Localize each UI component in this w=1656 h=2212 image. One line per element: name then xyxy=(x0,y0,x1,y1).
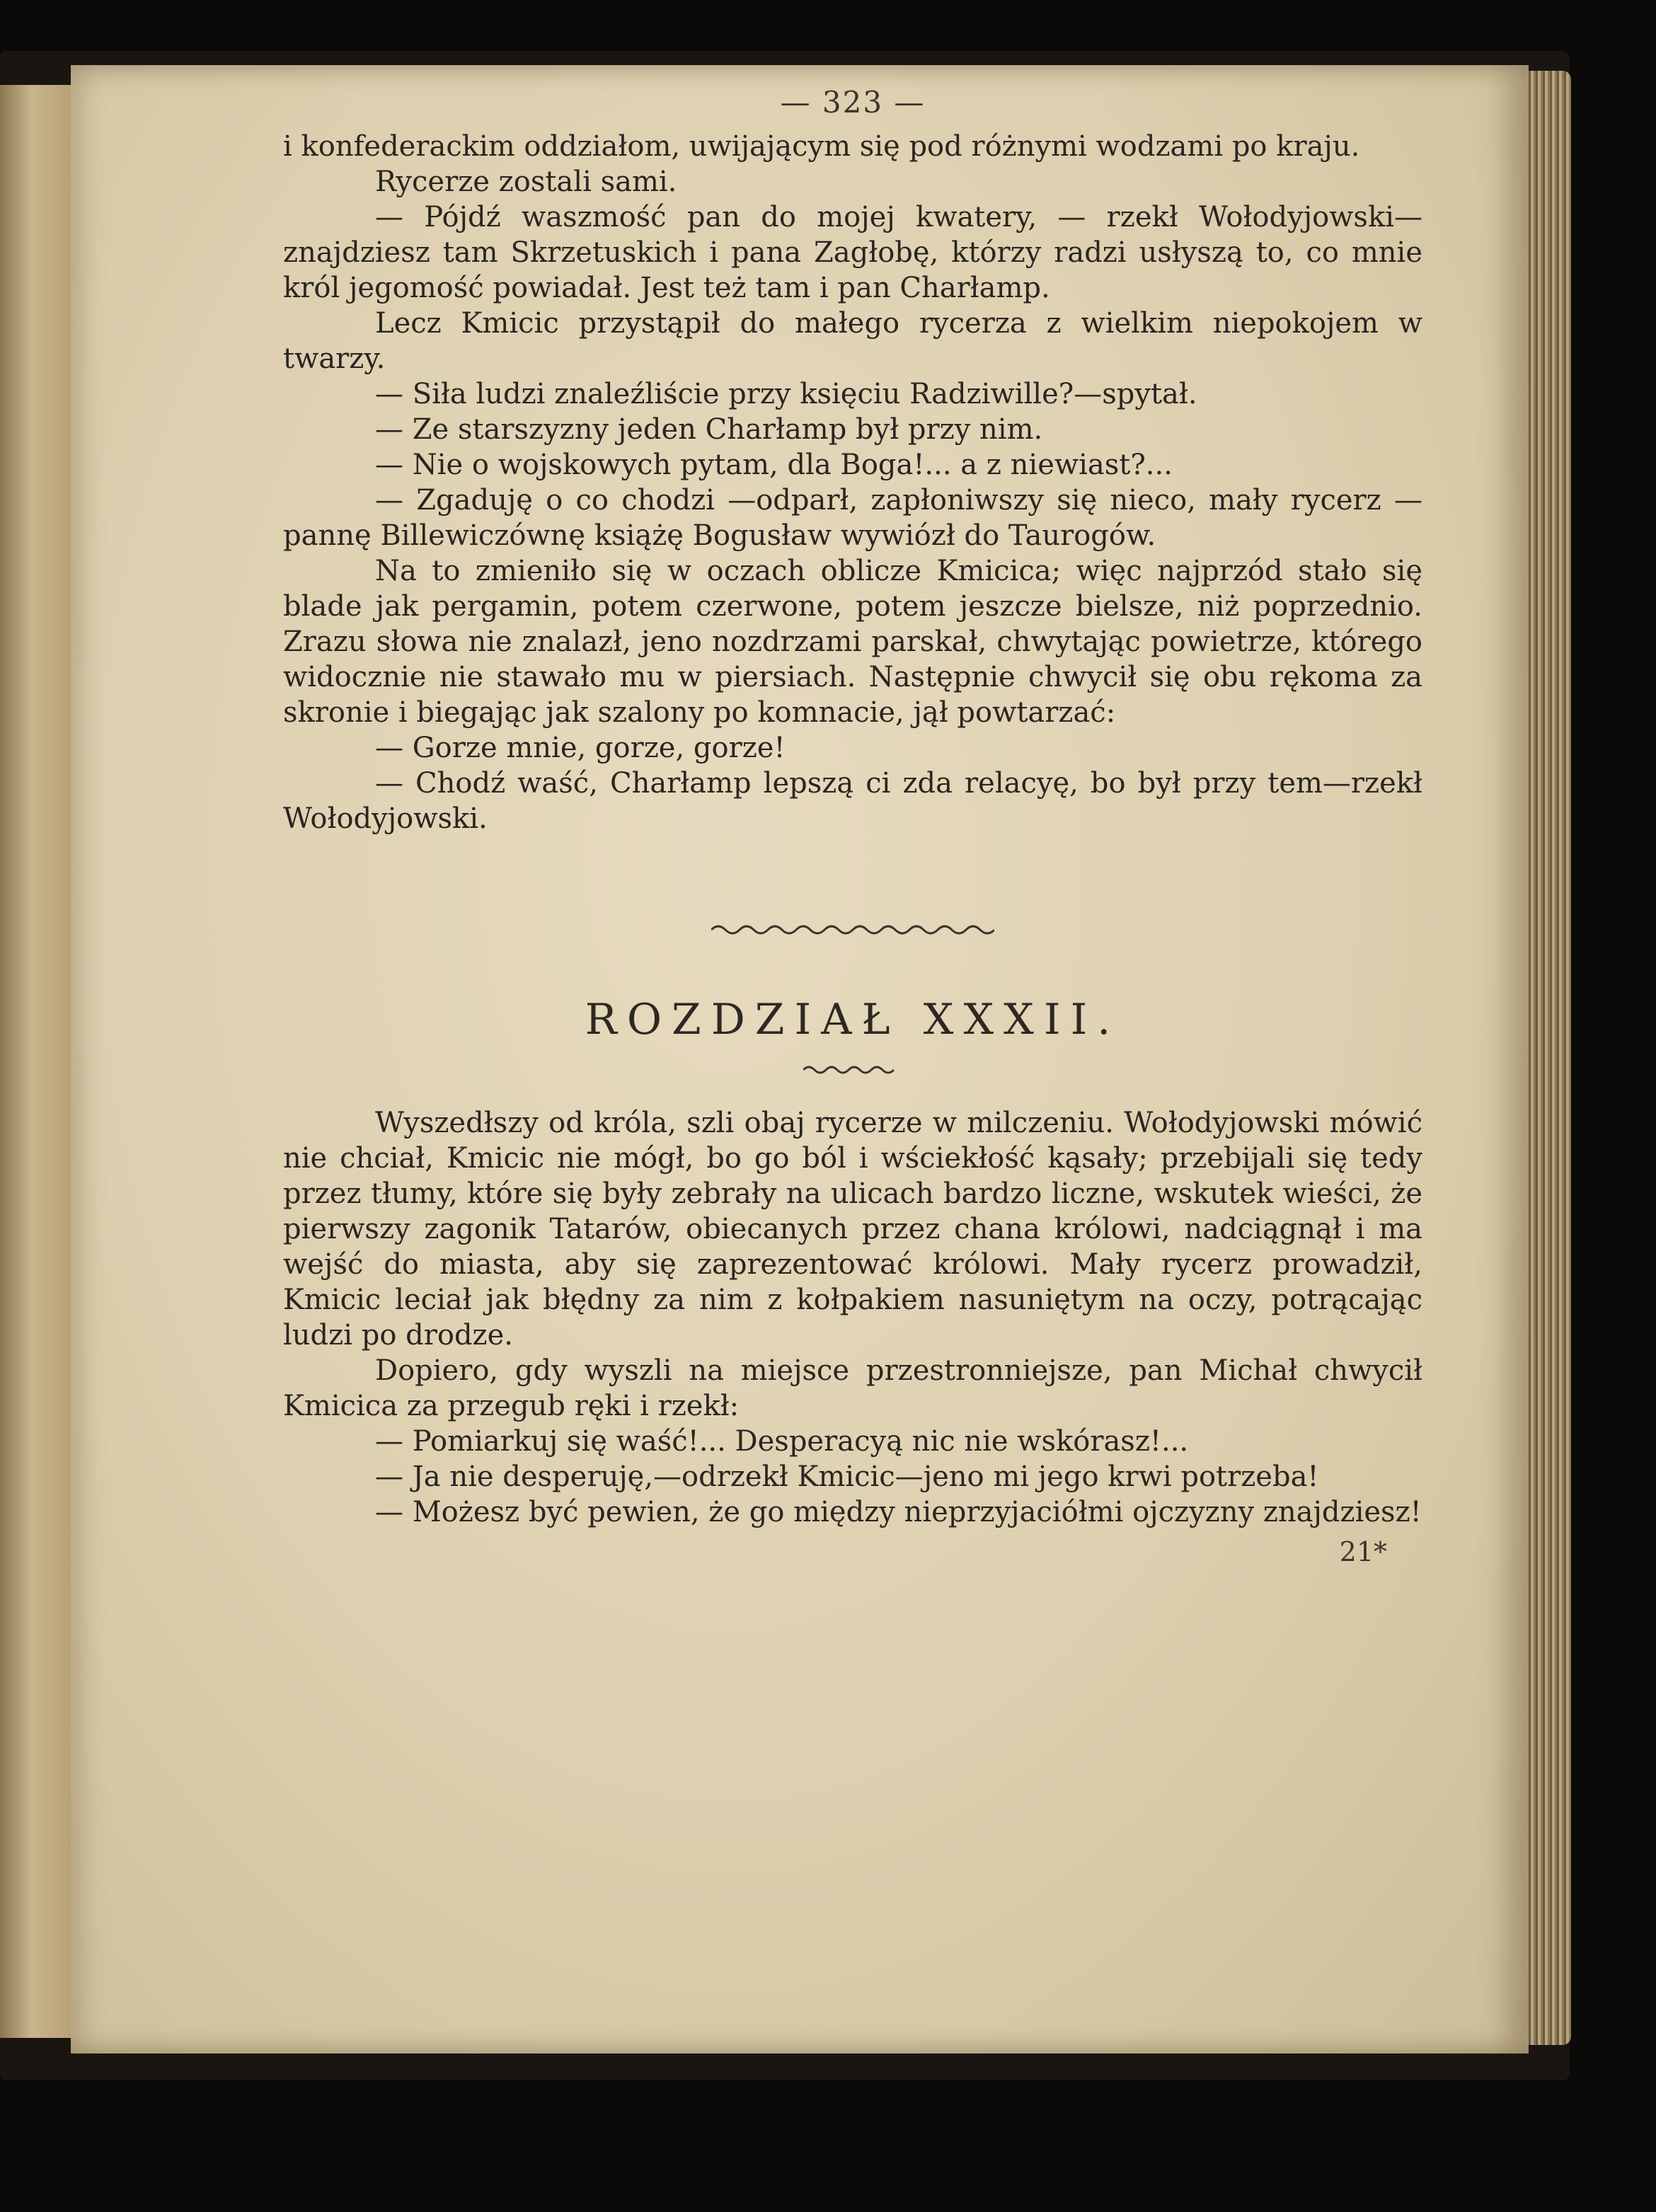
paragraph: Rycerze zostali sami. xyxy=(375,166,677,198)
paragraph: — Zgaduję o co chodzi —odparł, zapłoniwszy się nieco, mały rycerz — pannę Billewiczównę książę Bogusław wywiózł do Taurogów. xyxy=(283,484,1422,552)
paragraph: Wyszedłszy od króla, szli obaj rycerze w milczeniu. Wołodyjowski mówić nie chciał, Kmicic nie mógł, bo go ból i wściekłość kąsały; przebijali się tedy przez tłumy, które się były zebrały na ulicach bardzo liczne, wskutek wieści, że pierwszy zagonik Tatarów, obiecanych przez chana królowi, nadciągnął i ma wejść do miasta, aby się zaprezentować królowi. Mały rycerz prowadził, Kmicic leciał jak błędny za nim z kołpakiem nasuniętym na oczy, potrącając ludzi po drodze. xyxy=(283,1107,1422,1352)
chapter-title: ROZDZIAŁ XXXII. xyxy=(585,995,1121,1044)
paragraph: — Ze starszyzny jeden Charłamp był przy nim. xyxy=(375,413,1043,446)
paragraph: — Ja nie desperuję,—odrzekł Kmicic—jeno mi jego krwi potrzeba! xyxy=(375,1461,1319,1493)
paragraph: Na to zmieniło się w oczach oblicze Kmicica; więc najprzód stało się blade jak pergamin, potem czerwone, potem jeszcze bielsze, niż poprzednio. Zrazu słowa nie znalazł, jeno nozdrzami parskał, chwytając powietrze, którego widocznie nie stawało mu w piersiach. Następnie chwycił się obu rękoma za skronie i biegając jak szalony po komnacie, jął powtarzać: xyxy=(283,555,1422,729)
page-content xyxy=(283,85,1422,1569)
paragraph: — Nie o wojskowych pytam, dla Boga!... a z niewiast?... xyxy=(375,449,1173,481)
page-number: — 323 — xyxy=(780,85,926,120)
paragraph: — Chodź waść, Charłamp lepszą ci zda relacyę, bo był przy tem—rzekł Wołodyjowski. xyxy=(283,767,1422,835)
page-stack-edge xyxy=(1522,71,1571,2045)
paragraph: — Siła ludzi znaleźliście przy księciu Radziwille?—spytał. xyxy=(375,378,1197,410)
text-block-top xyxy=(283,129,1422,836)
paragraph: — Pomiarkuj się waść!... Desperacyą nic nie wskórasz!... xyxy=(375,1425,1189,1458)
paragraph: — Pójdź waszmość pan do mojej kwatery, — rzekł Wołodyjowski—znajdziesz tam Skrzetuskich i pana Zagłobę, którzy radzi usłyszą to, co mnie król jegomość powiadał. Jest też tam i pan Charłamp. xyxy=(283,201,1422,304)
left-page-edge xyxy=(0,85,78,2038)
text-block-bottom xyxy=(283,1105,1422,1530)
paragraph: Dopiero, gdy wyszli na miejsce przestronniejsze, pan Michał chwycił Kmicica za przegub ręki i rzekł: xyxy=(283,1354,1422,1422)
ornament-divider-small xyxy=(803,1063,902,1077)
ornament-divider-wide xyxy=(711,921,994,938)
paragraph: — Gorze mnie, gorze, gorze! xyxy=(375,732,786,764)
signature-mark: 21* xyxy=(1339,1536,1387,1567)
paragraph: i konfederackim oddziałom, uwijającym się pod różnymi wodzami po kraju. xyxy=(283,130,1360,163)
paragraph: Lecz Kmicic przystąpił do małego rycerza z wielkim niepokojem w twarzy. xyxy=(283,307,1422,375)
paragraph: — Możesz być pewien, że go między nieprzyjaciółmi ojczyzny znajdziesz! xyxy=(375,1496,1422,1528)
